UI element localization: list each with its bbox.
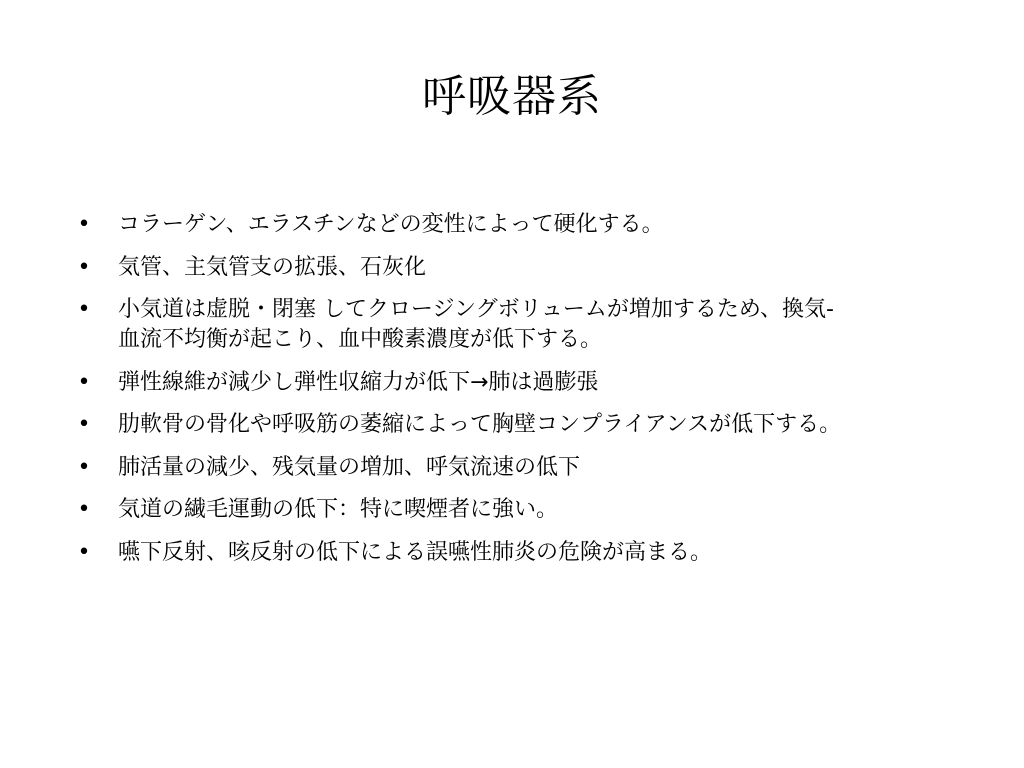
bullet-text: 弾性線維が減少し弾性収縮力が低下→肺は過膨張 — [118, 369, 599, 395]
bullet-icon: • — [77, 539, 91, 565]
bullet-text-line-2: 血流不均衡が起こり、血中酸素濃度が低下する。 — [118, 327, 603, 352]
bullet-text: 気道の繊毛運動の低下：特に喫煙者に強い。 — [118, 497, 559, 522]
bullet-icon: • — [77, 212, 91, 237]
bullet-item — [76, 538, 1006, 568]
bullet-text: 肺活量の減少、残気量の増加、呼気流速の低下 — [118, 454, 581, 480]
bullet-icon: • — [77, 369, 91, 395]
bullet-text: コラーゲン、エラスチンなどの変性によって硬化する。 — [118, 212, 664, 237]
bullet-item — [76, 453, 1006, 483]
bullet-item — [76, 495, 1006, 525]
bullet-item — [76, 210, 1006, 240]
bullet-icon: • — [77, 412, 91, 437]
bullet-text: 嚥下反射、咳反射の低下による誤嚥性肺炎の危険が高まる。 — [118, 539, 713, 565]
bullet-icon: • — [77, 497, 91, 522]
bullet-text: 気管、主気管支の拡張、石灰化 — [118, 254, 427, 280]
bullet-list — [76, 210, 1006, 580]
bullet-item — [76, 295, 1006, 355]
slide-title: 呼吸器系 — [422, 71, 602, 122]
bullet-item — [76, 253, 1006, 283]
bullet-text-line-1: 小気道は虚脱・閉塞 してクロージングボリュームが増加するため、換気- — [118, 297, 834, 322]
bullet-icon: • — [77, 297, 91, 322]
bullet-icon: • — [77, 454, 91, 480]
bullet-item — [76, 410, 1006, 440]
bullet-icon: • — [77, 254, 91, 280]
bullet-item — [76, 368, 1006, 398]
bullet-text: 肋軟骨の骨化や呼吸筋の萎縮によって胸壁コンプライアンスが低下する。 — [118, 412, 842, 437]
